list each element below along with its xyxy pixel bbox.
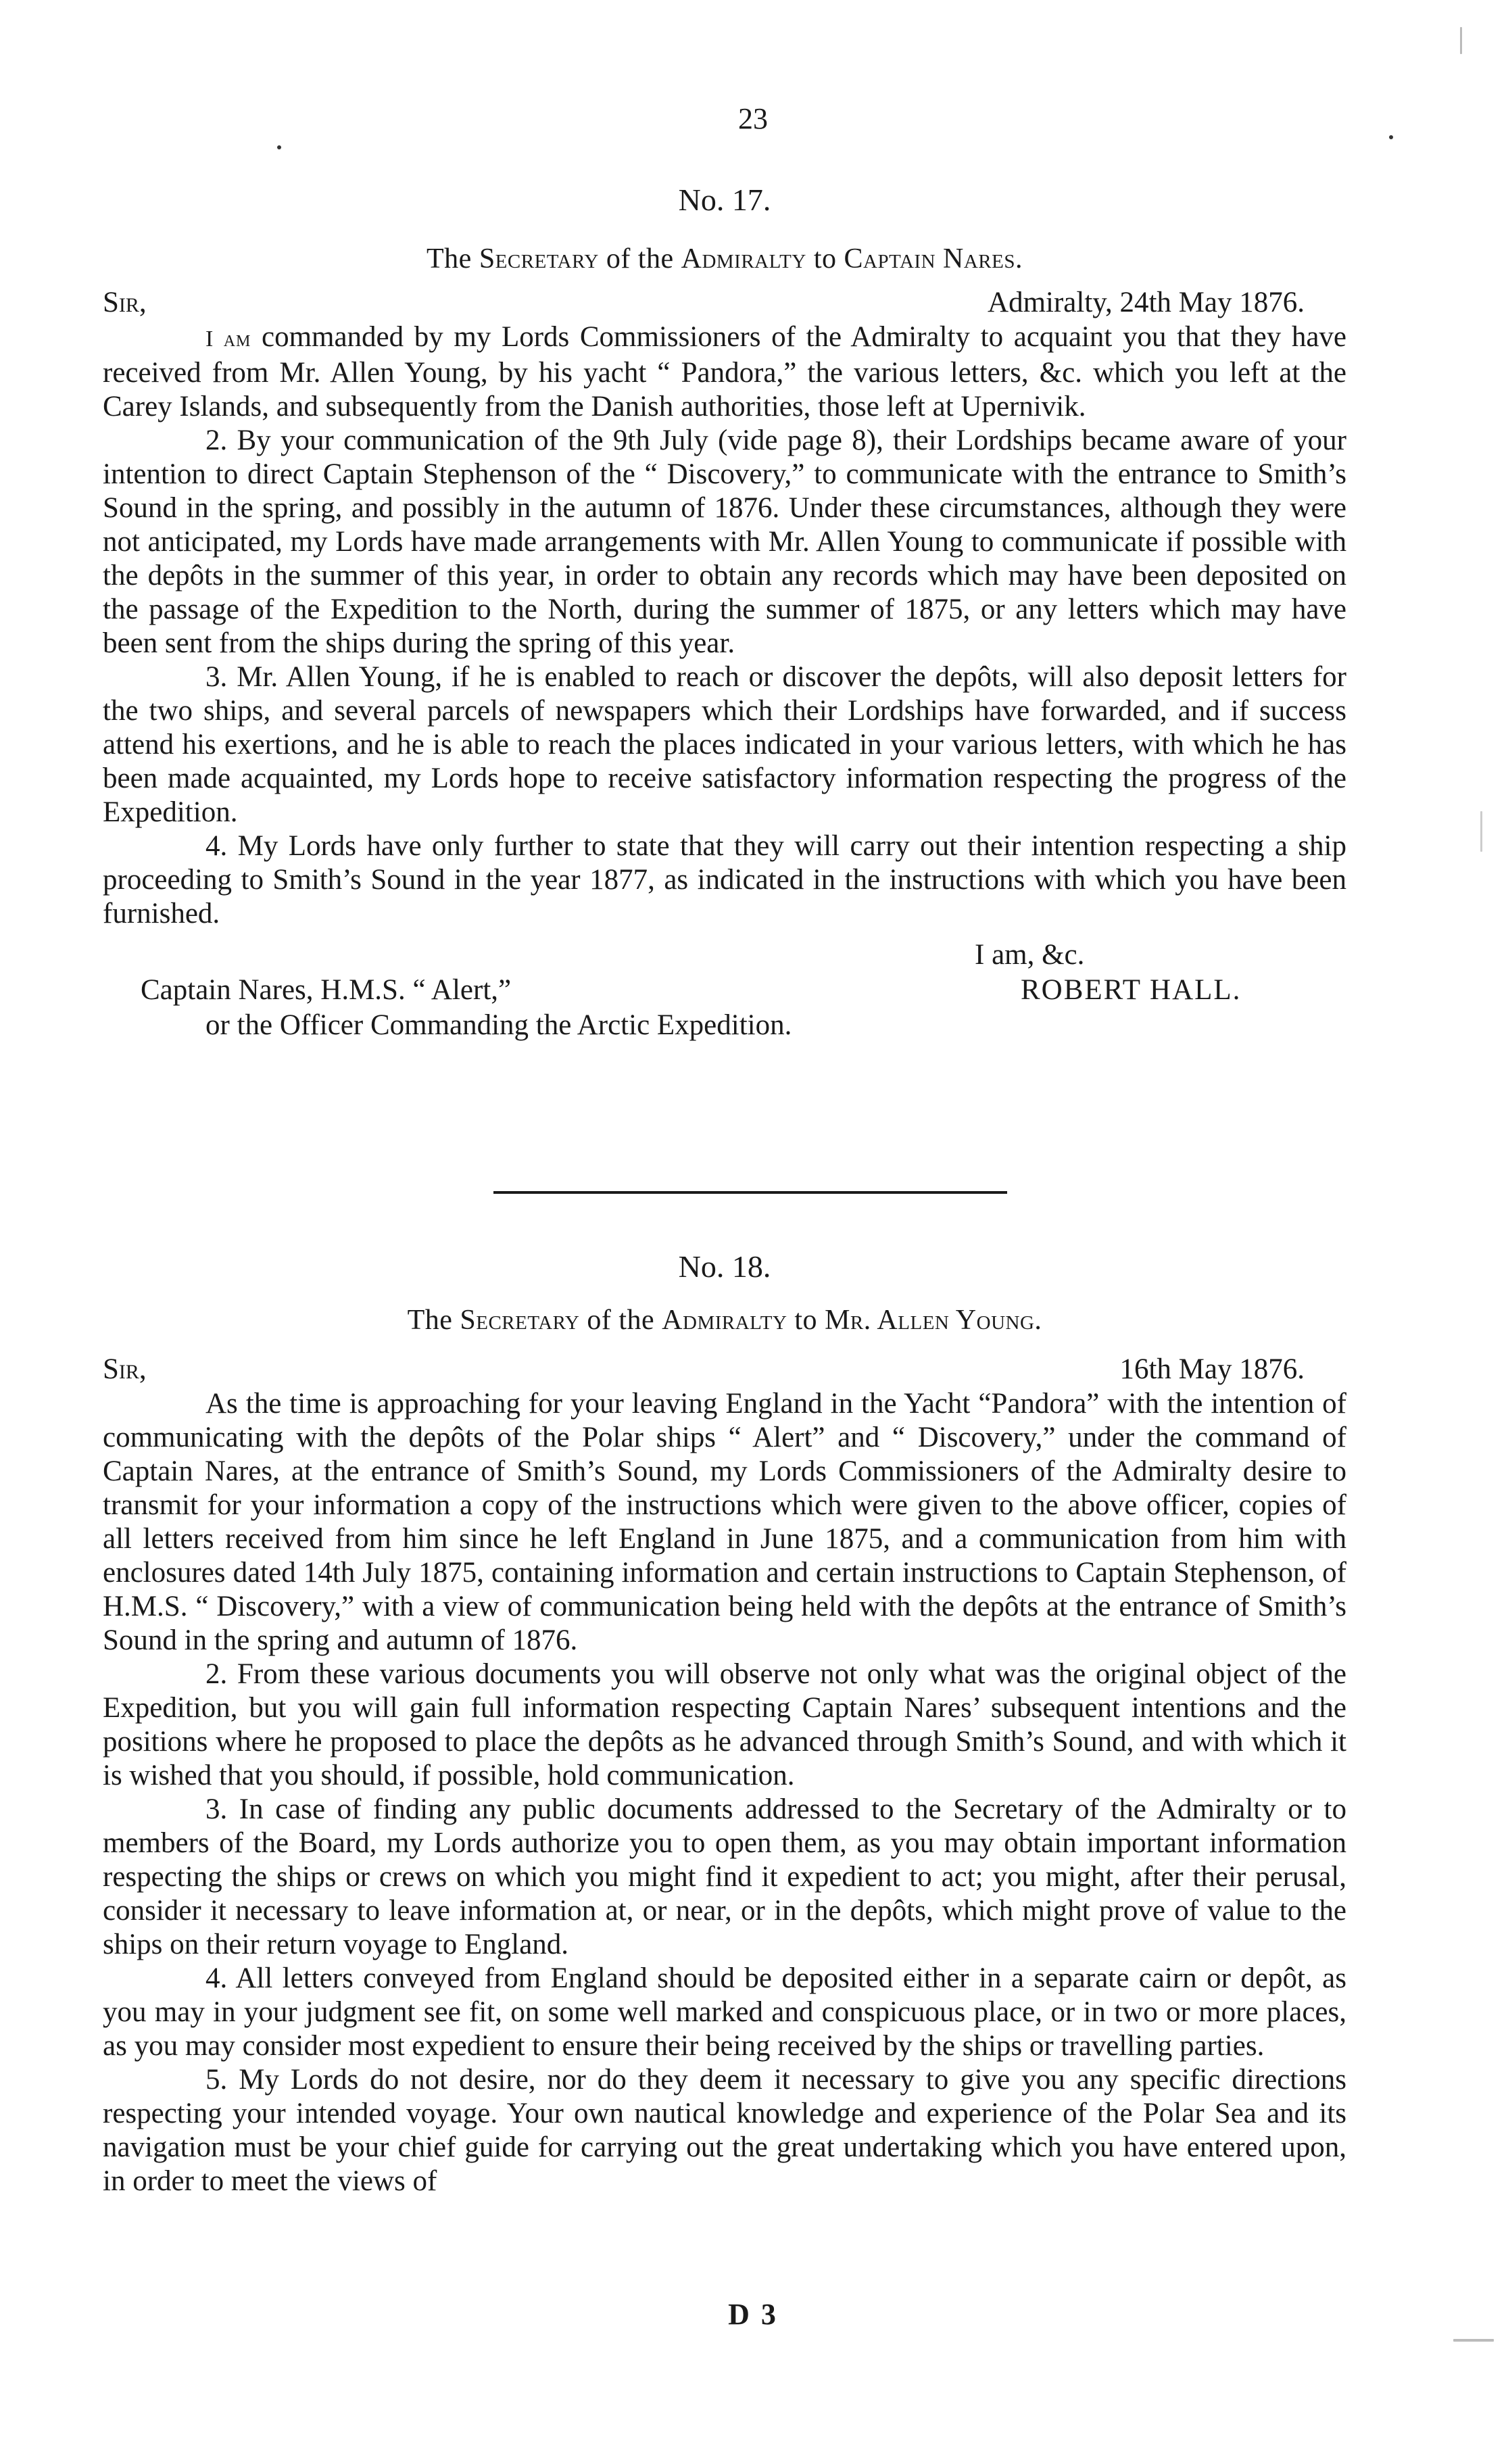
signature-mark: D 3 (728, 2298, 778, 2331)
letter-heading (103, 1298, 1346, 1343)
paragraph (103, 660, 1346, 829)
scan-speck (1460, 27, 1462, 54)
scan-speck (277, 145, 281, 149)
salutation-row (103, 1352, 1346, 1387)
scan-speck (1389, 135, 1393, 139)
letter-number: No. 18. (678, 1249, 771, 1284)
heading-recipient: Mr. Allen Young. (825, 1305, 1042, 1336)
paragraph: 4. All letters conveyed from England should be deposited either in a separate cairn or depôt, as you may in your judgment see fit, on some well marked and conspicuous place, or in two or more places, as you may consider most expedient to ensure their being received by the ships or travelling parties. (103, 1962, 1346, 2062)
scan-speck (1453, 2339, 1494, 2342)
signature: ROBERT HALL. (1021, 974, 1242, 1006)
paragraph: 2. From these various documents you will observe not only what was the original object of the Expedition, but you will gain full information respecting Captain Nares’ subsequent intentions and the positions where he proposed to place the depôts as he advanced through Smith’s Sound, and with which it is wished that you should, if possible, hold communication. (103, 1658, 1346, 1791)
letter-body (103, 320, 1346, 931)
heading-recipient: Captain Nares. (844, 243, 1023, 274)
heading-to: to (813, 243, 837, 274)
heading-office: Admiralty (662, 1305, 787, 1336)
paragraph-text: 2. By your communication of the 9th July (vide page 8), their Lordships became aware of your intention to direct Captain Stephenson of the “ Discovery,” to communicate with the entrance to Smith’s Sound in the spring, and possibly in the autumn of 1876. Under these circumstances, although they were not anticipated, my Lords have made arrangements with Mr. Allen Young to communicate if possible with the depôts in the summer of this year, in order to obtain any records which may have been deposited on the passage of the Expedition to the North, during the summer of 1875, or any letters which may have been sent from the ships during the spring of this year. (103, 425, 1346, 659)
heading-from: Secretary (460, 1305, 580, 1336)
letter-17 (103, 177, 1346, 1046)
paragraph-text: 3. Mr. Allen Young, if he is enabled to reach or discover the depôts, will also deposit letters for the two ships, and several parcels of newspapers which their Lordships have forwarded, and if success attend his exertions, and he is able to reach the places indicated in your various letters, with which he has been made acquainted, my Lords hope to receive satisfactory information respecting the progress of the Expedition. (103, 661, 1346, 828)
heading-to: to (794, 1305, 818, 1336)
heading-the: The (407, 1305, 453, 1336)
paragraph-text: commanded by my Lords Commissioners of the Admiralty to acquaint you that they have received from Mr. Allen Young, by his yacht “ Pandora,” the various letters, &c. which you left at the Carey Islands, and subsequently from the Danish authorities, those left at Upernivik. (103, 321, 1347, 422)
salutation: Sir, (103, 287, 147, 318)
letter-number: No. 17. (678, 183, 771, 217)
addressee-line-1: Captain Nares, H.M.S. “ Alert,” (141, 974, 512, 1006)
place-date: 16th May 1876. (1119, 1353, 1305, 1385)
heading-the: The (427, 243, 472, 274)
salutation-row (103, 285, 1346, 320)
paragraph-lead: I am (205, 327, 251, 352)
heading-of-the: of the (587, 1305, 655, 1336)
heading-from: Secretary (479, 243, 599, 274)
scan-speck (1480, 811, 1482, 852)
heading-of-the: of the (606, 243, 674, 274)
paragraph: As the time is approaching for your leaving England in the Yacht “Pandora” with the intention of communicating with the depôts of the Polar ships “ Alert” and “ Discovery,” under the command of Captain Nares, at the entrance of Smith’s Sound, my Lords Commissioners of the Admiralty desire to transmit for your information a copy of the instructions which were given to the above officer, copies of all letters received from him since he left England in June 1875, and a communication from him with enclosures dated 14th July 1875, containing information and certain instructions to Captain Stephenson, of H.M.S. “ Discovery,” with a view of communication being held with the depôts at the entrance of Smith’s Sound in the spring and autumn of 1876. (103, 1388, 1346, 1656)
letter-body (103, 1387, 1346, 2198)
signature-block (103, 938, 1346, 1046)
addressee-line-2: or the Officer Commanding the Arctic Expedition. (205, 1009, 792, 1041)
salutation: Sir, (103, 1353, 147, 1385)
paragraph-text: 4. My Lords have only further to state that they will carry out their intention respecting a ship proceeding to Smith’s Sound in the year 1877, as indicated in the instructions with which you have been furnished. (103, 830, 1346, 929)
heading-office: Admiralty (681, 243, 806, 274)
letter-heading (103, 237, 1346, 281)
section-divider (493, 1191, 1007, 1194)
paragraph (103, 829, 1346, 931)
paragraph (103, 320, 1346, 424)
paragraph: 5. My Lords do not desire, nor do they deem it necessary to give you any specific directions respecting your intended voyage. Your own nautical knowledge and experience of the Polar Sea and its navigation must be your chief guide for carrying out the great undertaking which you have entered upon, in order to meet the views of (103, 2064, 1346, 2197)
place-date: Admiralty, 24th May 1876. (988, 287, 1305, 318)
paragraph: 3. In case of finding any public documents addressed to the Secretary of the Admiralty or to members of the Board, my Lords authorize you to open them, as you may obtain important information respecting the ships or crews on which you might find it expedient to act; you might, after their perusal, consider it necessary to leave information at, or near, or in the depôts, which might prove of value to the ships on their return voyage to England. (103, 1793, 1346, 1960)
paragraph (103, 424, 1346, 660)
closing: I am, &c. (975, 939, 1085, 971)
page-number: 23 (738, 102, 768, 135)
letter-18 (103, 1244, 1346, 2198)
